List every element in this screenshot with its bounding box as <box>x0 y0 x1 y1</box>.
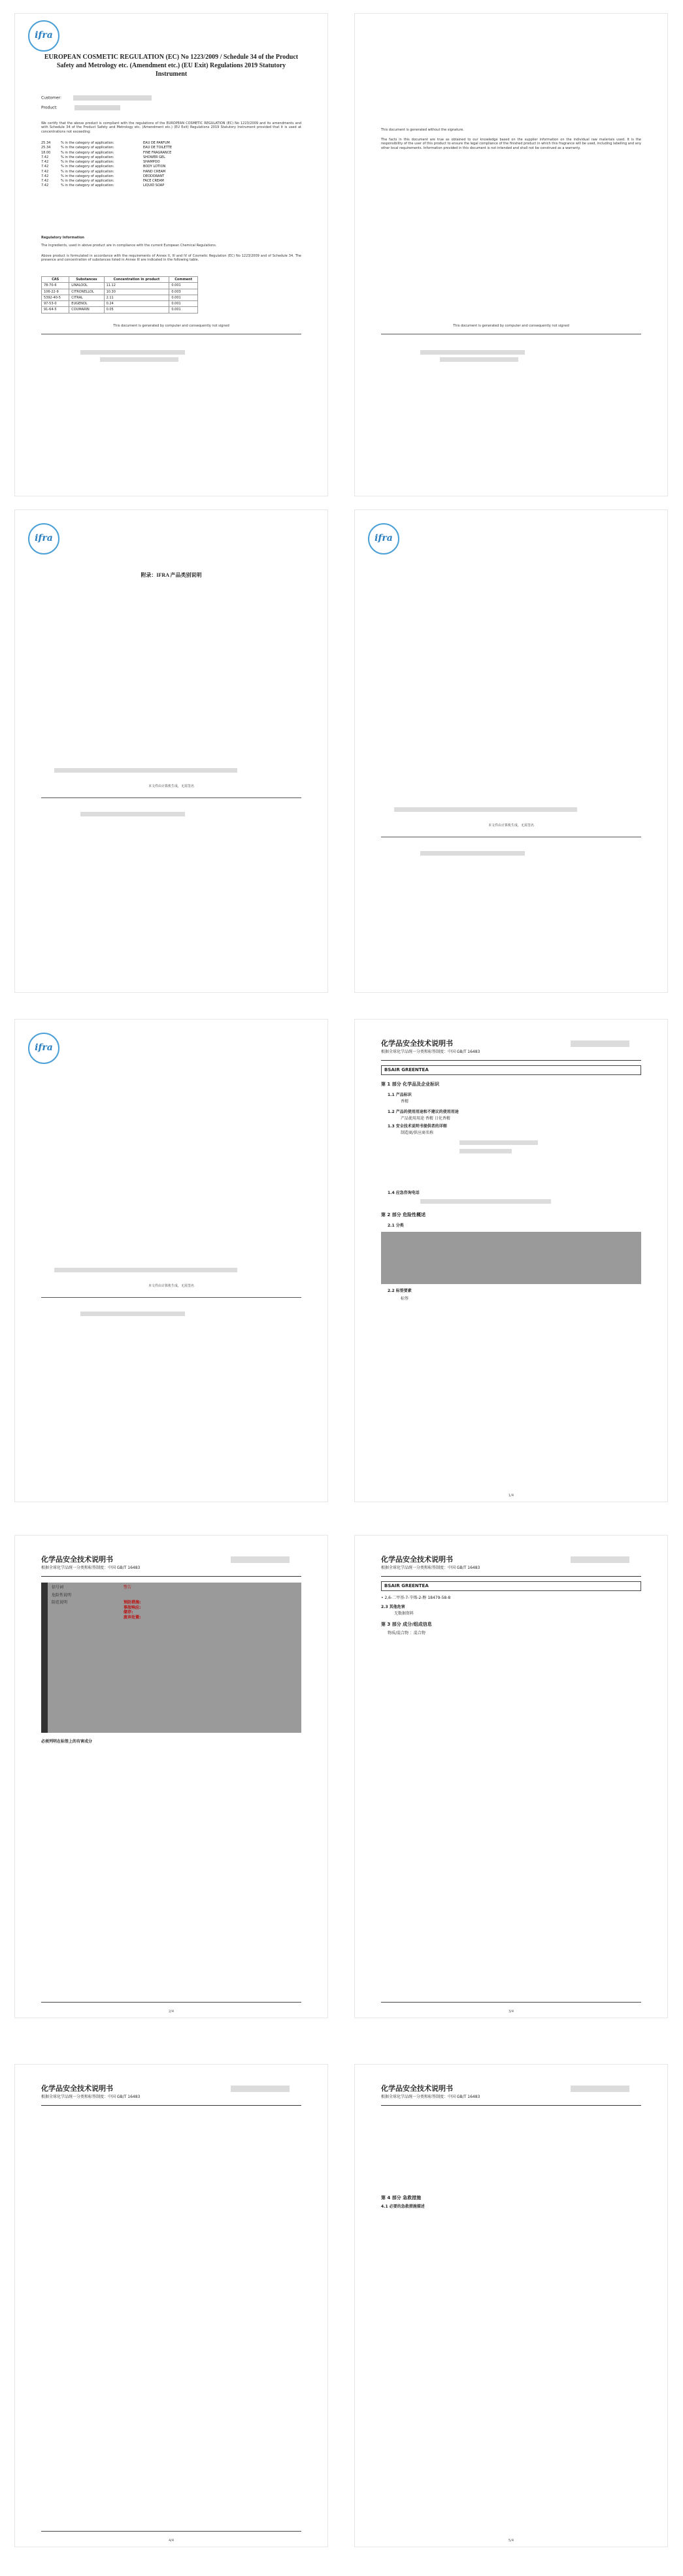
page-number: 2/4 <box>168 2009 175 2014</box>
intro-paragraph: We certify that the above product is compliant with the regulations of the EUROPEAN COSMETIC REGULATION (EC) No 1223/2009 and its amendments and with Schedule 34 of the Product Safety and Metrology etc. (Amendment etc.) (EU Exit) Regulations 2019 Statutory Instrument provided that it is used at concentrations not exceeding: <box>41 121 301 134</box>
redacted-block <box>80 350 185 355</box>
category-percent: 7.42 <box>41 165 49 169</box>
category-row <box>41 146 172 150</box>
footnote: 本文件由计算机生成，无需签名 <box>148 1284 194 1288</box>
category-label: EAU DE TOILETTE <box>143 146 173 150</box>
label-2-2: 2.2 标签要素 <box>388 1289 412 1293</box>
annex-table <box>41 276 198 314</box>
customer-row <box>41 95 152 101</box>
page-9-sds <box>14 2064 328 2547</box>
sds-title: 化学品安全技术说明书 <box>41 1555 113 1564</box>
category-list <box>41 141 172 189</box>
response-heading: 事故响应: <box>124 1605 141 1610</box>
redacted-block <box>420 1199 551 1204</box>
product-name: BSAIR GREENTEA <box>381 1065 641 1075</box>
page-footer <box>41 334 301 336</box>
category-label: BODY LOTION <box>143 165 166 169</box>
redacted-block <box>73 95 152 101</box>
table-row <box>42 289 198 295</box>
category-text: % in the category of application: <box>61 146 114 150</box>
sds-subtitle: 根据全球化学品统一分类和标签制度：中国 GB/T 16483 <box>381 2095 480 2099</box>
category-row <box>41 184 172 187</box>
footnote: This document is generated by computer and consequently not signed <box>453 324 569 328</box>
label-1-3: 1.3 安全技术说明书提供者的详细 <box>388 1124 447 1129</box>
category-percent: 7.42 <box>41 179 49 183</box>
page-footer <box>41 1297 301 1300</box>
page-title: 附录：IFRA 产品类别说明 <box>141 572 202 578</box>
page-footer <box>381 837 641 839</box>
top-component-line: • 2,6-二甲基-7-辛烯-2-醇 18479-58-8 <box>381 1596 451 1600</box>
version-row <box>41 1575 301 1577</box>
redacted-block <box>100 357 178 362</box>
mixture-line: 物质/混合物 ：混合物 <box>388 1631 425 1635</box>
page-7-sds <box>14 1535 328 2018</box>
category-row <box>41 141 172 145</box>
hazard-classification-box <box>381 1232 641 1284</box>
page-4-ifra-appendix <box>354 509 668 993</box>
redacted-block <box>571 1556 629 1563</box>
page-10-sds <box>354 2064 668 2547</box>
table-cell: 91-64-5 <box>42 307 69 313</box>
table-cell: 106-22-9 <box>42 289 69 295</box>
signal-word: 警告 <box>124 1585 132 1590</box>
ifra-logo-icon: ifra <box>28 1033 59 1064</box>
category-label: HAND CREAM <box>143 169 166 174</box>
sds-title: 化学品安全技术说明书 <box>381 2084 453 2093</box>
category-label: EAU DE PARFUM <box>143 141 170 145</box>
column-header: Comment <box>169 277 198 283</box>
column-header: Concentration in product <box>104 277 169 283</box>
redacted-block <box>420 350 525 355</box>
redacted-block <box>394 807 577 812</box>
product-name: BSAIR GREENTEA <box>381 1581 641 1591</box>
label-2-3: 2.3 其他危害 <box>381 1605 405 1609</box>
table-cell: 97-53-0 <box>42 301 69 307</box>
category-text: % in the category of application: <box>61 165 114 169</box>
label-elements-box <box>48 1583 301 1733</box>
value-1-2: 产品使用用途 香精 日化香精 <box>401 1116 450 1121</box>
redacted-block <box>231 1556 290 1563</box>
redacted-block <box>75 105 120 110</box>
category-label: FINE FRAGRANCE <box>143 150 172 155</box>
label-4-1: 4.1 必要的急救措施描述 <box>381 2204 425 2209</box>
version-row <box>41 2104 301 2106</box>
footnote: 本文件由计算机生成，无需签名 <box>488 824 534 828</box>
category-percent: 7.42 <box>41 174 49 178</box>
redacted-block <box>571 1040 629 1047</box>
page-2-eu-regulation <box>354 13 668 496</box>
category-text: % in the category of application: <box>61 155 114 159</box>
category-text: % in the category of application: <box>61 174 114 178</box>
annex-text: Above product is formulated in accordance with the requirements of Annex II, III and IV of Cosmetic Regulation (EC) No 1223/2009 and of Schedule 34. The presence and concentration of substances listed in Annex III are indicated in the following table. <box>41 254 301 263</box>
page-bottom-info <box>41 2531 301 2534</box>
category-percent: 7.42 <box>41 160 49 164</box>
table-cell: CITRONELLOL <box>69 289 104 295</box>
table-cell: 0.05 <box>104 307 169 313</box>
table-cell: 2.11 <box>104 295 169 300</box>
table-cell: CITRAL <box>69 295 104 300</box>
category-row <box>41 160 172 164</box>
section-4-heading: 第 4 部分 急救措施 <box>381 2195 422 2200</box>
page-number: 5/4 <box>508 2538 514 2543</box>
page-bottom-info <box>381 2002 641 2004</box>
category-label: LIQUID SOAP <box>143 184 165 188</box>
category-label: SHAMPOO <box>143 160 160 164</box>
version-row <box>381 1575 641 1577</box>
table-cell: 0.001 <box>169 301 198 307</box>
category-text: % in the category of application: <box>61 160 114 164</box>
page-3-ifra-appendix <box>14 509 328 993</box>
label-1-1: 1.1 产品标识 <box>388 1093 412 1097</box>
sds-subtitle: 根据全球化学品统一分类和标签制度：中国 GB/T 16483 <box>381 1566 480 1570</box>
category-text: % in the category of application: <box>61 184 114 188</box>
page-8-sds <box>354 1535 668 2018</box>
table-cell: 0.001 <box>169 295 198 300</box>
left-marker-bar <box>41 1583 48 1733</box>
page-footer <box>41 797 301 800</box>
ifra-logo-icon: ifra <box>28 20 59 52</box>
label-2-1: 2.1 分类 <box>388 1223 404 1228</box>
table-cell: 0.001 <box>169 307 198 313</box>
redacted-block <box>54 768 237 773</box>
page-number: 4/4 <box>168 2538 175 2543</box>
redacted-block <box>80 812 185 816</box>
page-title: EUROPEAN COSMETIC REGULATION (EC) No 1223/2009 / Schedule 34 of the Product Safety and Metrology etc. (Amendment etc.) (EU Exit) Regulations 2019 Statutory Instrument <box>44 54 299 78</box>
prevention-heading: 预防措施: <box>124 1600 141 1605</box>
page-6-sds <box>354 1019 668 1502</box>
components-heading: 必须列明在标签上的有害成分 <box>41 1739 93 1744</box>
category-text: % in the category of application: <box>61 141 114 145</box>
precaution-label: 防范说明 <box>52 1600 68 1605</box>
page-bottom-info <box>41 2002 301 2004</box>
redacted-block <box>459 1140 538 1145</box>
category-row <box>41 165 172 169</box>
footnote: 本文件由计算机生成，无需签名 <box>148 784 194 788</box>
precaution-statements <box>124 1600 141 1620</box>
category-label: SHOWER GEL <box>143 155 165 159</box>
sds-subtitle: 根据全球化学品统一分类和标签制度：中国 GB/T 16483 <box>41 1566 141 1570</box>
redacted-block <box>420 851 525 856</box>
redacted-block <box>571 2085 629 2092</box>
disposal-heading: 废弃处置: <box>124 1615 141 1620</box>
category-row <box>41 170 172 174</box>
category-text: % in the category of application: <box>61 150 114 155</box>
product-row <box>41 105 120 110</box>
category-row <box>41 179 172 183</box>
ifra-logo-icon: ifra <box>28 523 59 555</box>
table-cell: 78-70-6 <box>42 283 69 289</box>
regulatory-heading: Regulatory Information <box>41 236 84 240</box>
category-percent: 7.42 <box>41 169 49 174</box>
table-cell: LINALOOL <box>69 283 104 289</box>
category-text: % in the category of application: <box>61 179 114 183</box>
label-1-2: 1.2 产品的使用用途和不建议的使用用途 <box>388 1110 459 1114</box>
category-percent: 25.34 <box>41 141 51 145</box>
table-cell: 11.12 <box>104 283 169 289</box>
ifra-logo-icon: ifra <box>368 523 399 555</box>
signal-word-label: 信号词 <box>52 1585 64 1590</box>
redacted-block <box>440 357 518 362</box>
table-body <box>42 283 198 313</box>
page-number: 3/4 <box>508 2009 514 2014</box>
customer-label: Customer: <box>41 95 62 101</box>
category-row <box>41 174 172 178</box>
category-percent: 18.00 <box>41 150 51 155</box>
regulatory-text: The ingredients, used in above product are in compliance with the current European Chemical Regulations. <box>41 244 217 248</box>
table-cell: 0.24 <box>104 301 169 307</box>
table-header <box>42 277 198 283</box>
table-row <box>42 307 198 313</box>
redacted-block <box>54 1268 237 1272</box>
table-cell: 0.003 <box>169 289 198 295</box>
version-row <box>381 2104 641 2106</box>
table-cell: COUMARIN <box>69 307 104 313</box>
value-2-3: 无数据资料 <box>394 1611 414 1616</box>
column-header: CAS <box>42 277 69 283</box>
category-row <box>41 151 172 155</box>
sds-subtitle: 根据全球化学品统一分类和标签制度：中国 GB/T 16483 <box>41 2095 141 2099</box>
category-percent: 7.42 <box>41 184 49 188</box>
sds-title: 化学品安全技术说明书 <box>381 1555 453 1564</box>
product-label: Product: <box>41 105 58 110</box>
section-3-heading: 第 3 部分 成分/组成信息 <box>381 1622 432 1627</box>
section-2-heading: 第 2 部分 危险性概述 <box>381 1212 426 1217</box>
sds-subtitle: 根据全球化学品统一分类和标签制度：中国 GB/T 16483 <box>381 1050 480 1054</box>
category-row <box>41 155 172 159</box>
hazard-statement-label: 危险性说明 <box>52 1592 72 1598</box>
page-footer <box>381 334 641 336</box>
column-header: Substances <box>69 277 104 283</box>
redacted-block <box>231 2085 290 2092</box>
category-label: DEODORANT <box>143 174 165 178</box>
redacted-block <box>80 1312 185 1316</box>
page-number: 1/4 <box>508 1493 514 1498</box>
table-cell: 0.001 <box>169 283 198 289</box>
page-1-eu-regulation <box>14 13 328 496</box>
table-cell: EUGENOL <box>69 301 104 307</box>
redacted-block <box>459 1149 512 1153</box>
category-label: FACE CREAM <box>143 179 164 183</box>
sds-title: 化学品安全技术说明书 <box>41 2084 113 2093</box>
table-row <box>42 295 198 300</box>
note: This document is generated without the signature. <box>381 128 464 132</box>
label-1-4: 1.4 应急咨询电话 <box>388 1191 420 1195</box>
value-1-3: 制造商/供应商名称 <box>401 1131 434 1135</box>
section-1-heading: 第 1 部分 化学品及企业标识 <box>381 1082 440 1087</box>
category-percent: 7.42 <box>41 155 49 159</box>
category-percent: 25.34 <box>41 146 51 150</box>
table-row <box>42 301 198 307</box>
value-2-2: 标签 <box>401 1296 409 1301</box>
page-5-ifra-appendix <box>14 1019 328 1502</box>
disclaimer-text: The facts in this document are true as obtained to our knowledge based on the supplier information on the individual raw materials used. It is the responsibility of the user of this product to ensure the legal compliance of the finished product in which this fragrance will be used, including labelling and any other local requirements. Information provided in this document is not intended and shall not be construed as a warranty. <box>381 138 641 150</box>
table-cell: 10.30 <box>104 289 169 295</box>
footnote: This document is generated by computer and consequently not signed <box>113 324 229 328</box>
sds-title: 化学品安全技术说明书 <box>381 1039 453 1048</box>
value-1-1: 香精 <box>401 1099 409 1104</box>
version-row <box>381 1059 641 1061</box>
table-row <box>42 283 198 289</box>
storage-heading: 储存: <box>124 1610 133 1615</box>
category-text: % in the category of application: <box>61 169 114 174</box>
table-cell: 5392-40-5 <box>42 295 69 300</box>
